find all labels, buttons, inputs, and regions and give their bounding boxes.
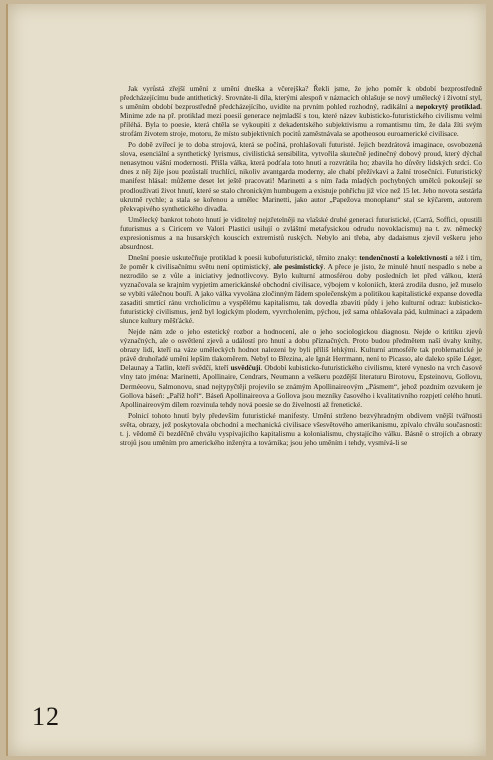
text-run: Umělecký bankrot tohoto hnutí je viditelný nejzřetelněji na vlašské druhé generaci futuristické, (Carrá, Soffici, opustili futurismus a s Ciricem ve Valori Plastici usilují o zvláštní metafysickou odrudu novoklacismu) na t. zv. německý expresionismus a na husarských kouscích extremistů ruských. Nebylo ani třeba, aby dadaismus zjevil veškeru jeho absurdnost.	[120, 214, 482, 251]
text-run: . Období kubisticko-futuristického civilismu, které vyneslo na vrch časové vlny tato jména: Marinetti, Apollinaire, Cendrars, Neumann a veškeru pozdější literaturu Birotovu, Epsteinovu, Gollovu, Derméeovu, Salmonovu, snad nejtypyčtěji projevilo se známým Apollinaireovým „Pásmem“, jehož pozdním ozvukem je Gollova báseň: „Paříž hoří“. Báseň Apollinaireova a Gollova jsou mezníky časového i kvalitativního rozpjetí celého hnutí. Apollinaireovým dílem rozvinula tehdy nová poesie se do živelnosti až frenetické.	[120, 363, 483, 409]
body-text	[120, 84, 482, 449]
emphasized-text: ale pesimistický	[273, 261, 324, 271]
paragraph	[120, 411, 482, 447]
text-run: a též i tím, že poměr k civilisačnímu světu není optimistický,	[120, 252, 482, 271]
text-run: Nejde nám zde o jeho estetický rozbor a hodnocení, ale o jeho sociologickou diagnosu. Nejde o kritiku zjevů význačných, ale o osvětlení zjevů a událostí pro hnutí a dobu příznačných. Proto budou předmětem naší úvahy knihy, obrazy lidí, kteří na váze uměleckých hodnot nalezeni by byli příliš lehkými. Kulturní atmosféře tak problematické je právě druhořadé umění lepším tlakoměrem. Nebyl to Březina, ale Ignát Herrmann, není to Picasso, ale daleko spíše Léger, Delaunay a Tatlin, kteří svědčí, kteří	[120, 327, 482, 373]
emphasized-text: tendenčností a kolektivností	[359, 252, 448, 262]
text-run: Dnešní poesie uskutečňuje protiklad k poesii kubofuturistické, těmito znaky:	[128, 252, 360, 262]
text-run: Po době zvířecí je to doba strojová, která se počíná, prohlašovali futuristé. Jejich bezdrátová imaginace, osvobozená slova, esenciální a synthetický lyrismus, civilistická sensibilita, vytvořila skutečně jedinečný dobový proud, který dýchal nenasytnou vášní modernosti. Přišla válka, která podťala toto hnutí a rozvrátila ho; zbavila ho důvěry lidských srdcí. Co dnes z něj žije jsou pozůstalí truchlící, nikoliv avantgarda moderny, ale chabí přežívkaví a žalní trosečníci. Futuristický manifest hlásal: můžeme deset let ještě pracovati! Marinetti a s ním řada mladých pochybných umělců pokoušejí se prodlouživati život hnutí, které se stalo chronickým humbugem a existuje pohříchu již více než 15 let. Jeho novota sestárla ukrutně rychle; a stala se kořenou a umělec Marinetti, jako autor „Papežova monoplanu“ stal se kýčarem, autorem překvapivého synthetického divadla.	[120, 140, 482, 213]
emphasized-text: nepokrytý protiklad	[416, 102, 481, 112]
text-run: Jak vyrůstá zřejší umění z umění dneška a včerejška? Řekli jsme, že jeho poměr k období bezprostředně předcházejícímu bude antithetický. Srovnáte-li díla, kterými alespoň v náznacích ohlašuje se nový umělecký i životní styl, s uměním období bezprostředně předcházejícího, uvidíte na prvním pohled rozhodný, radikální a	[120, 84, 482, 112]
text-run: . A přece je jisto, že minulé hnutí nespadlo s nebe a nezrodilo se z vůle a iniciativy jednotlivcovy. Bylo kulturní atmosférou doby posledních let před válkou, která vyznačovala se krajním vypjetím americkánské obchodní civilisace, výbojem v koloniích, která zrodila dusno, jež muselo se vybíti válečnou bouří. A jako válka vyvolána zločinným řádem společenským a politikou kapitalistické expanse dovedla zasaditi smrtící ránu vrcholicímu a vyspělému kapitalismu, tak dovedla zbaviti půdy i jeho kulturní odraz: kubisticko-futuristický civilismus, jenž byl logickým plodem, vyvrcholením, pýchou, jež sama ohlašovala pád, kulminaci a západem slunce kultury měšťácké.	[120, 261, 482, 326]
book-page	[6, 4, 486, 756]
paragraph	[120, 140, 482, 212]
page-number: 12	[32, 702, 60, 731]
paragraph	[120, 84, 482, 138]
emphasized-text: usvědčují	[230, 363, 261, 373]
paragraph	[120, 215, 482, 251]
paragraph	[120, 327, 482, 408]
text-run: Polnicí tohoto hnutí byly především futuristické manifesty. Umění strženo bezvýhradným obdivem vnější tvářnosti světa, obrazy, jež poskytovala obchodní a mechanická civilisace všesvětového amerikanismu, zpívalo chválu současnosti: t. j. vědomě či bezděčně chválu vyspívajícího kapitalismu a kolonialismu, chystajícího válku. Básně o strojích a obrazy strojů jsou uměním pro amerického inženýra a továrníka; jsou jeho uměním i tehdy, vysmívá-li se	[120, 410, 482, 447]
text-run: . Minime zde na př. protiklad mezi poesií generace nejmladší s tou, které název kubisticko-futuristického civilismu velmi příléhá. Byla to poesie, která chtěla se vykoupiti z dekadentského subjektivismu a romantismu tím, že dala žíti svým strofám životem stroje, motoru, že místo subjektivních pocitů zaměstnávala se apotheosou euroamerické civilisace.	[120, 102, 483, 139]
paragraph	[120, 253, 482, 325]
